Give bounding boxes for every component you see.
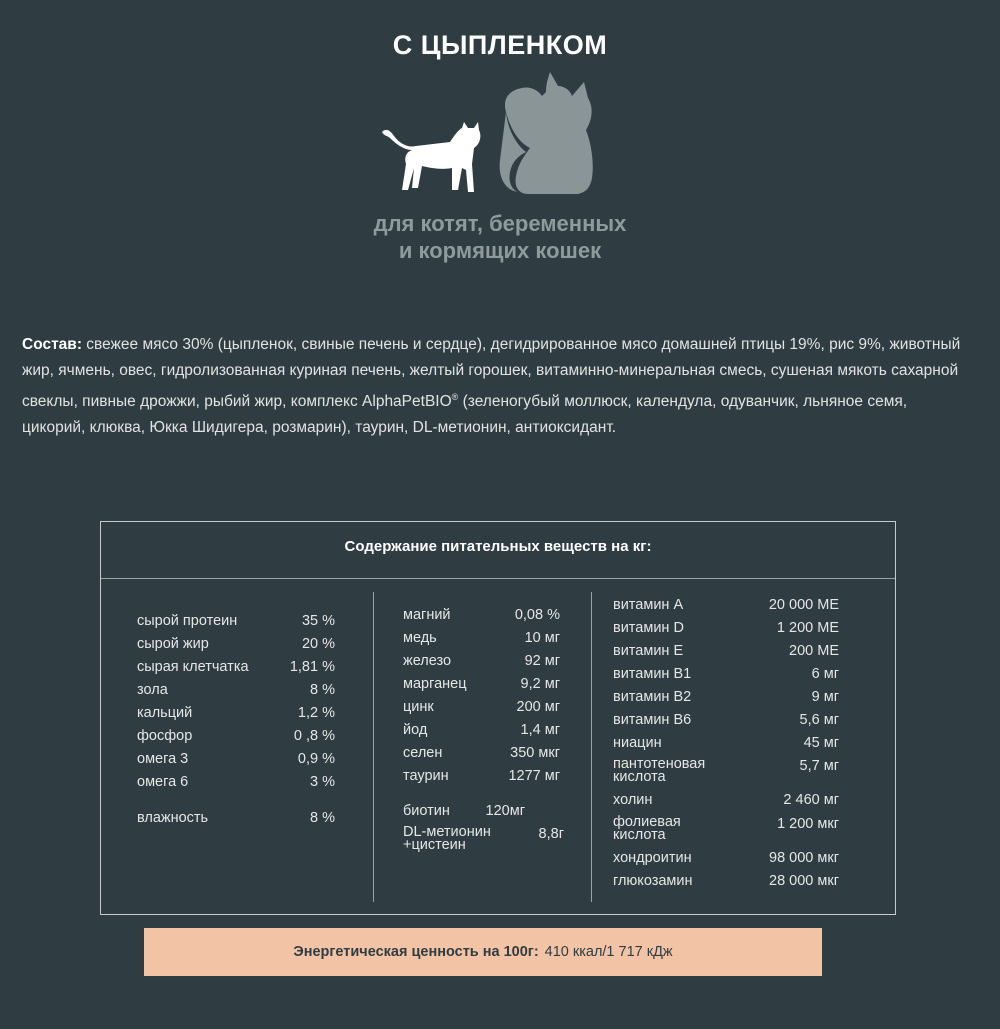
nutrient-row bbox=[403, 676, 560, 696]
composition-body: свежее мясо 30% (цыпленок, свиные печень и сердце), дегидрированное мясо домашней птицы 19%, рис 9%, животный жир, ячмень, овес, гидролизованная куриная печень, желтый горошек, витаминно-минеральная смесь, сушеная мякоть сахарной свеклы, пивные дрожжи, рыбий жир, комплекс AlphaPetBIO bbox=[22, 336, 961, 411]
nutrient-row bbox=[137, 810, 335, 830]
nutrient-value: 98 000 мкг bbox=[769, 850, 839, 866]
nutrient-row bbox=[137, 705, 335, 725]
nutrient-row bbox=[137, 751, 335, 771]
nutrient-value: 1,81 % bbox=[289, 659, 335, 675]
nutrient-row bbox=[613, 735, 839, 755]
nutrient-row bbox=[613, 816, 839, 844]
nutrient-value: 0,9 % bbox=[297, 751, 335, 767]
energy-label: Энергетическая ценность на 100г: bbox=[293, 944, 539, 960]
nutrient-value: 20 % bbox=[301, 636, 335, 652]
nutrient-name: сырой жир bbox=[137, 636, 209, 652]
nutrient-name: таурин bbox=[403, 768, 449, 784]
nutrient-name: витамин В1 bbox=[613, 666, 692, 682]
nutrient-name-line: фолиевая bbox=[613, 814, 681, 830]
nutrient-value: 0,08 % bbox=[514, 607, 560, 623]
nutrient-value: 8,8г bbox=[538, 826, 564, 842]
kitten-icon bbox=[382, 122, 480, 192]
nutrient-name: медь bbox=[403, 630, 437, 646]
nutrient-name: йод bbox=[403, 722, 428, 738]
nutrient-row bbox=[613, 712, 839, 732]
column-divider bbox=[373, 592, 374, 902]
nutrient-name: сырой протеин bbox=[137, 613, 238, 629]
nutrient-row bbox=[403, 653, 560, 673]
nutrient-value: 35 % bbox=[301, 613, 335, 629]
nutrient-row bbox=[613, 689, 839, 709]
nutrient-name: кальций bbox=[137, 705, 193, 721]
column-divider bbox=[591, 592, 592, 902]
nutrient-value: 8 % bbox=[310, 682, 335, 698]
nutrient-name: селен bbox=[403, 745, 443, 761]
nutrient-name: влажность bbox=[137, 810, 209, 826]
nutrient-value: 5,6 мг bbox=[799, 712, 839, 728]
nutrient-value: 1277 мг bbox=[508, 768, 560, 784]
nutrient-name: ниацин bbox=[613, 735, 662, 751]
nutrient-value: 1,4 мг bbox=[520, 722, 560, 738]
nutrient-name: магний bbox=[403, 607, 451, 623]
nutrient-value: 8 % bbox=[310, 810, 335, 826]
composition-text bbox=[22, 332, 972, 441]
nutrient-row bbox=[137, 636, 335, 656]
cats-illustration bbox=[378, 72, 618, 202]
nutrient-name: витамин Е bbox=[613, 643, 684, 659]
nutrient-row bbox=[403, 722, 560, 742]
nutrient-name-line: DL-метионин bbox=[403, 824, 491, 840]
nutrient-row bbox=[137, 659, 335, 679]
nutrient-row bbox=[403, 745, 560, 765]
nutrient-name bbox=[613, 758, 705, 784]
nutrient-name-line: пантотеновая bbox=[613, 756, 706, 772]
nutrient-name: биотин bbox=[403, 803, 450, 819]
nutrient-name: цинк bbox=[403, 699, 434, 715]
nutrient-name: железо bbox=[403, 653, 452, 669]
nutrient-row bbox=[403, 607, 560, 627]
nutrient-name: зола bbox=[137, 682, 168, 698]
nutrient-name bbox=[403, 826, 491, 852]
nutrient-row bbox=[137, 774, 335, 794]
nutrient-value: 200 мг bbox=[516, 699, 560, 715]
nutrient-name bbox=[613, 816, 681, 842]
nutrient-value: 5,7 мг bbox=[799, 758, 839, 774]
nutrient-name: витамин В6 bbox=[613, 712, 692, 728]
nutrient-row bbox=[403, 630, 560, 650]
nutrient-value: 20 000 МЕ bbox=[768, 597, 839, 613]
nutrient-value: 28 000 мкг bbox=[769, 873, 839, 889]
subtitle-line-1: для котят, беременных bbox=[373, 211, 627, 236]
registered-mark: ® bbox=[451, 392, 459, 402]
nutrient-name: марганец bbox=[403, 676, 467, 692]
nutrient-value: 45 мг bbox=[803, 735, 839, 751]
nutrient-row bbox=[137, 613, 335, 633]
nutrient-row bbox=[613, 792, 839, 812]
nutrient-value: 1,2 % bbox=[297, 705, 335, 721]
nutrient-value: 350 мкг bbox=[510, 745, 560, 761]
nutrient-name: омега 6 bbox=[137, 774, 189, 790]
nutrients-table bbox=[100, 521, 896, 915]
nutrient-value: 0 ,8 % bbox=[293, 728, 335, 744]
composition-label: Состав: bbox=[22, 336, 82, 353]
nutrient-name: витамин D bbox=[613, 620, 684, 636]
cat-icon bbox=[500, 72, 593, 194]
nutrient-row bbox=[613, 758, 839, 786]
nutrient-name-line: кислота bbox=[613, 827, 666, 843]
nutrient-value: 200 МЕ bbox=[789, 643, 839, 659]
nutrient-row bbox=[613, 850, 839, 870]
nutrient-value: 10 мг bbox=[524, 630, 560, 646]
nutrient-name: фосфор bbox=[137, 728, 193, 744]
nutrient-name-line: +цистеин bbox=[403, 837, 466, 853]
nutrient-name-line: кислота bbox=[613, 769, 666, 785]
nutrient-row bbox=[403, 803, 525, 823]
nutrient-value: 2 460 мг bbox=[783, 792, 839, 808]
nutrients-title: Содержание питательных веществ на кг: bbox=[344, 538, 652, 555]
nutrient-value: 120мг bbox=[485, 803, 525, 819]
nutrient-name: витамин А bbox=[613, 597, 684, 613]
composition-body-end: (зеленогубый моллюск, календула, одуванчик, льняное семя, цикорий, клюква, Юкка Шидигера, розмарин), таурин, DL-метионин, антиоксидант. bbox=[22, 393, 908, 437]
nutrient-value: 1 200 мкг bbox=[777, 816, 839, 832]
nutrient-row bbox=[613, 597, 839, 617]
title-divider bbox=[101, 578, 895, 579]
energy-value-banner bbox=[144, 928, 822, 976]
nutrient-row bbox=[613, 873, 839, 893]
nutrient-value: 9,2 мг bbox=[520, 676, 560, 692]
nutrient-row bbox=[613, 620, 839, 640]
nutrient-value: 3 % bbox=[310, 774, 335, 790]
nutrient-row bbox=[403, 826, 564, 856]
subtitle-line-2: и кормящих кошек bbox=[398, 238, 602, 263]
nutrient-value: 1 200 МЕ bbox=[776, 620, 839, 636]
nutrient-row bbox=[613, 666, 839, 686]
nutrient-row bbox=[137, 728, 335, 748]
nutrient-row bbox=[403, 768, 560, 788]
nutrient-row bbox=[403, 699, 560, 719]
product-subtitle bbox=[0, 210, 1000, 264]
nutrient-name: холин bbox=[613, 792, 653, 808]
energy-value: 410 ккал/1 717 кДж bbox=[544, 944, 673, 960]
nutrient-name: глюкозамин bbox=[613, 873, 693, 889]
nutrient-name: сырая клетчатка bbox=[137, 659, 249, 675]
nutrient-name: омега 3 bbox=[137, 751, 189, 767]
nutrient-value: 9 мг bbox=[811, 689, 839, 705]
nutrient-row bbox=[137, 682, 335, 702]
nutrient-name: хондроитин bbox=[613, 850, 692, 866]
nutrient-value: 92 мг bbox=[524, 653, 560, 669]
nutrient-value: 6 мг bbox=[811, 666, 839, 682]
nutrient-row bbox=[613, 643, 839, 663]
product-title: С ЦЫПЛЕНКОМ bbox=[392, 30, 608, 60]
nutrient-name: витамин В2 bbox=[613, 689, 692, 705]
